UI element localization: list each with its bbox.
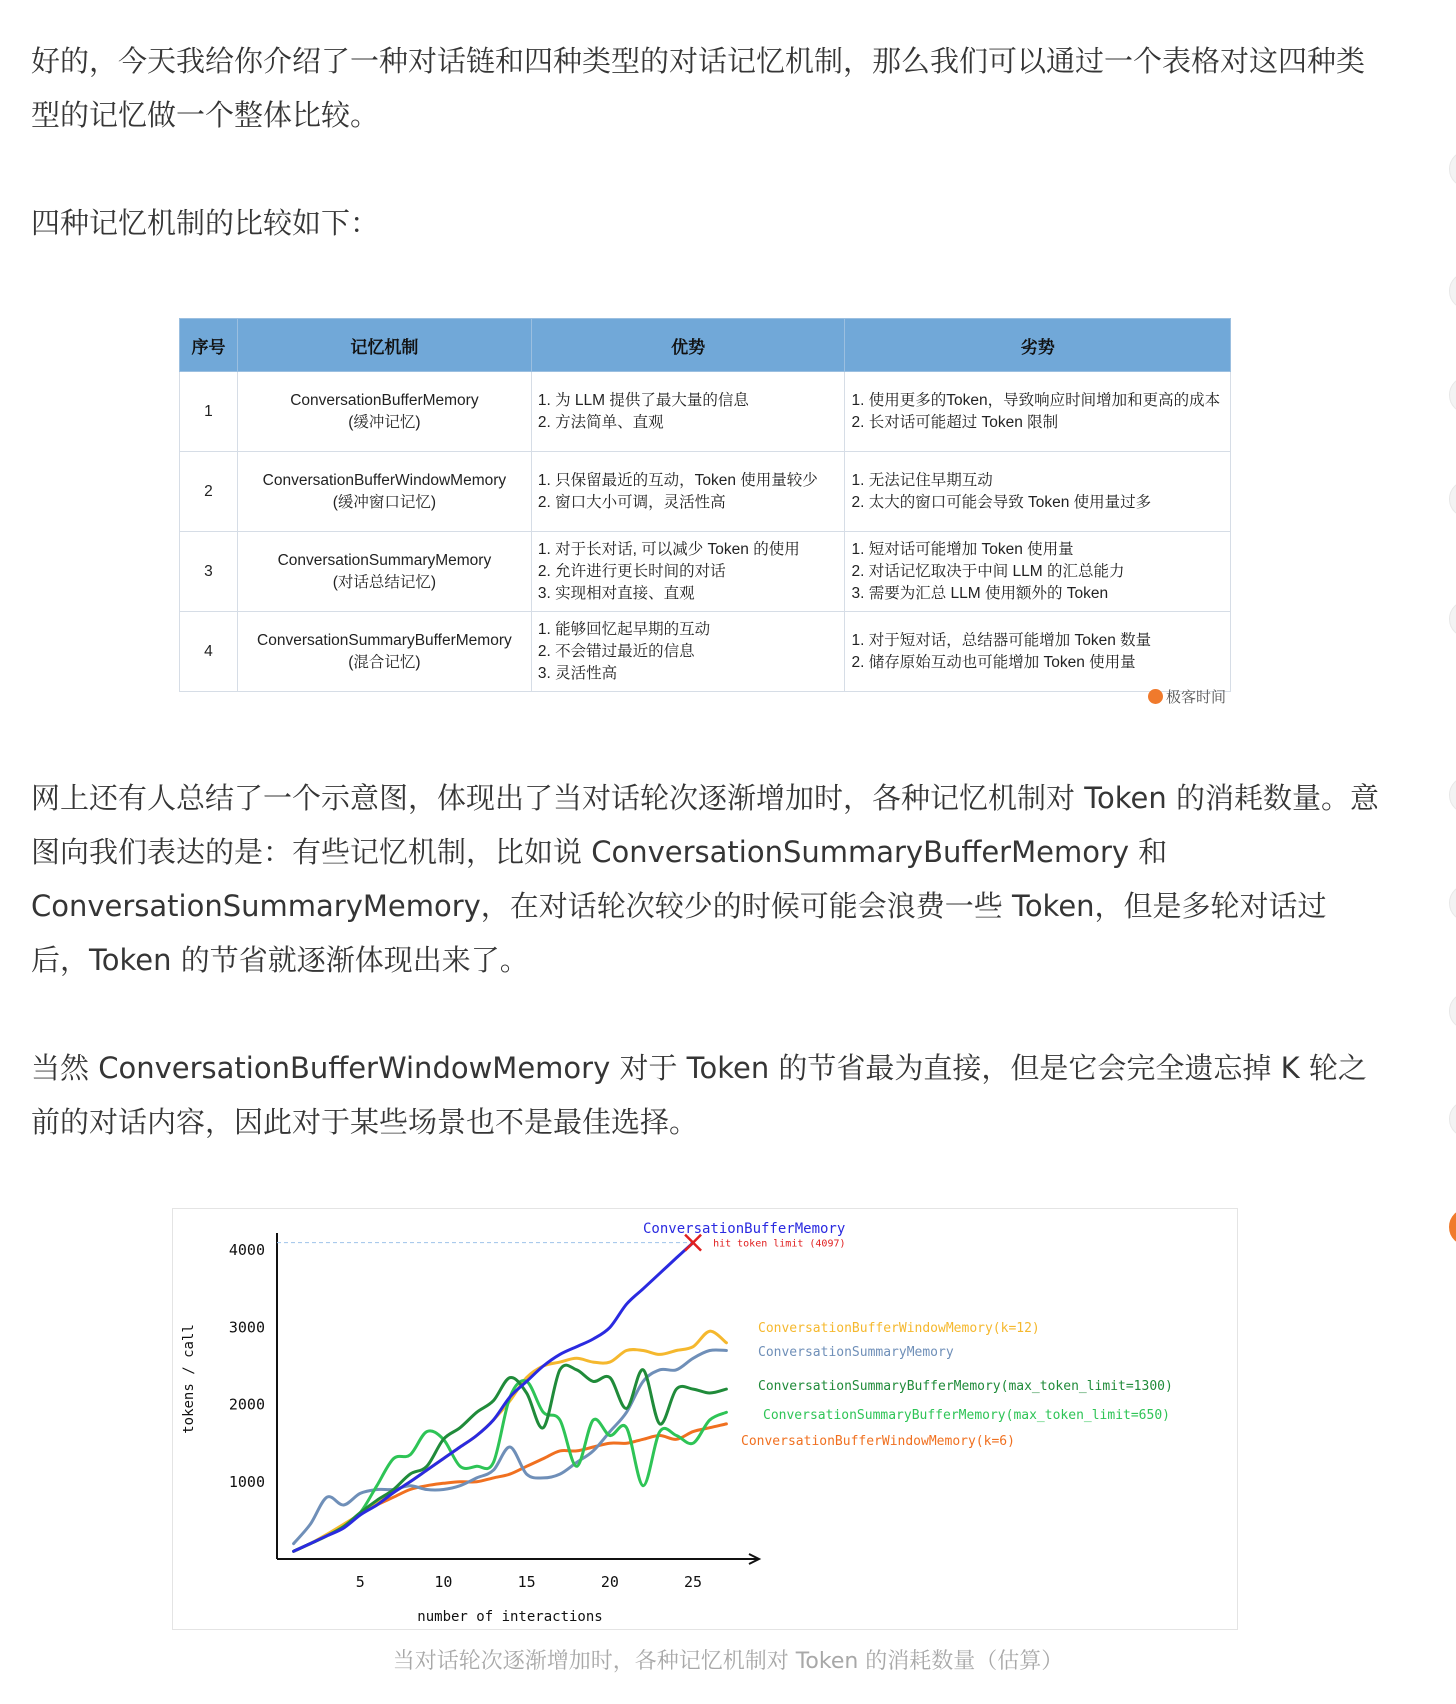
token-limit-hit-marker xyxy=(685,1235,701,1251)
comparison-table xyxy=(179,318,1231,692)
x-tick-label: 25 xyxy=(684,1573,703,1591)
series-line xyxy=(294,1365,727,1551)
token-limit-annotation: hit token limit (4097) xyxy=(713,1238,846,1250)
row-mechanism xyxy=(237,612,531,692)
series-line xyxy=(294,1381,727,1552)
series-label: ConversationSummaryMemory xyxy=(758,1345,954,1360)
table-row xyxy=(180,452,1231,532)
series-label: ConversationSummaryBufferMemory(max_token_limit=1300) xyxy=(758,1379,1173,1394)
mechanism-name: ConversationBufferWindowMemory xyxy=(262,471,507,489)
pro-item: 2. 窗口大小可调，灵活性高 xyxy=(537,493,726,511)
header-mechanism: 记忆机制 xyxy=(237,319,531,372)
row-pros xyxy=(531,452,845,532)
mechanism-alias: (对话总结记忆) xyxy=(332,573,437,591)
header-cons: 劣势 xyxy=(845,319,1231,372)
paragraph-window-note: 当然 ConversationBufferWindowMemory 对于 Token 的节省最为直接，但是它会完全遗忘掉 K 轮之前的对话内容，因此对于某些场景也不是最佳选择。 xyxy=(31,1051,1367,1139)
series-label: ConversationBufferWindowMemory(k=12) xyxy=(758,1321,1040,1336)
y-tick-label: 4000 xyxy=(228,1241,265,1260)
con-item: 2. 储存原始互动也可能增加 Token 使用量 xyxy=(851,653,1136,671)
row-mechanism xyxy=(237,532,531,612)
y-tick-label: 1000 xyxy=(228,1472,265,1491)
row-index: 4 xyxy=(180,612,238,692)
table-row xyxy=(180,532,1231,612)
geektime-logo-icon xyxy=(1148,689,1163,704)
table-header-row xyxy=(180,319,1231,372)
series-line xyxy=(294,1331,727,1551)
x-tick-label: 15 xyxy=(517,1573,536,1591)
con-item: 1. 对于短对话，总结器可能增加 Token 数量 xyxy=(851,631,1152,649)
y-tick-label: 3000 xyxy=(228,1318,265,1337)
con-item: 1. 使用更多的Token，导致响应时间增加和更高的成本 xyxy=(851,391,1221,409)
paragraph-intro: 好的，今天我给你介绍了一种对话链和四种类型的对话记忆机制，那么我们可以通过一个表格对这四种类型的记忆做一个整体比较。 xyxy=(31,44,1366,132)
row-index: 1 xyxy=(180,372,238,452)
rail-button[interactable] xyxy=(1449,1100,1456,1138)
pro-item: 2. 不会错过最近的信息 xyxy=(537,642,695,660)
token-chart xyxy=(172,1208,1238,1630)
rail-button[interactable] xyxy=(1449,776,1456,814)
series-label: ConversationBufferWindowMemory(k=6) xyxy=(741,1434,1015,1449)
rail-button[interactable] xyxy=(1449,272,1456,310)
table-row xyxy=(180,372,1231,452)
series-line xyxy=(294,1424,727,1551)
row-mechanism xyxy=(237,372,531,452)
rail-button[interactable] xyxy=(1449,150,1456,188)
rail-button-active[interactable] xyxy=(1449,1208,1456,1246)
mechanism-name: ConversationBufferMemory xyxy=(290,391,479,409)
paragraph-chart-intro: 网上还有人总结了一个示意图，体现出了当对话轮次逐渐增加时，各种记忆机制对 Token 的消耗数量。意图向我们表达的是：有些记忆机制，比如说 ConversationSummaryBufferMemory 和 ConversationSummaryMemory，在对话轮次较少的时候可能会浪费一些 Token，但是多轮对话过后，Token 的节省就逐渐体现出来了。 xyxy=(31,781,1379,977)
con-item: 3. 需要为汇总 LLM 使用额外的 Token xyxy=(851,584,1109,602)
mechanism-alias: (混合记忆) xyxy=(348,653,421,671)
mechanism-name: ConversationSummaryBufferMemory xyxy=(257,631,512,649)
watermark-text: 极客时间 xyxy=(1166,689,1227,706)
row-index: 2 xyxy=(180,452,238,532)
series-label: ConversationSummaryBufferMemory(max_token_limit=650) xyxy=(763,1408,1170,1423)
mechanism-alias: (缓冲记忆) xyxy=(348,413,421,431)
con-item: 2. 太大的窗口可能会导致 Token 使用量过多 xyxy=(851,493,1152,511)
con-item: 2. 对话记忆取决于中间 LLM 的汇总能力 xyxy=(851,562,1125,580)
token-chart-svg xyxy=(173,1209,1237,1629)
mechanism-name: ConversationSummaryMemory xyxy=(277,551,492,569)
con-item: 1. 短对话可能增加 Token 使用量 xyxy=(851,540,1074,558)
series-label: ConversationBufferMemory xyxy=(643,1221,846,1237)
con-item: 2. 长对话可能超过 Token 限制 xyxy=(851,413,1059,431)
rail-button[interactable] xyxy=(1449,480,1456,518)
pro-item: 1. 只保留最近的互动，Token 使用量较少 xyxy=(537,471,818,489)
pro-item: 2. 允许进行更长时间的对话 xyxy=(537,562,726,580)
row-index: 3 xyxy=(180,532,238,612)
header-pros: 优势 xyxy=(531,319,845,372)
row-pros xyxy=(531,532,845,612)
row-pros xyxy=(531,372,845,452)
row-mechanism xyxy=(237,452,531,532)
header-index: 序号 xyxy=(180,319,238,372)
pro-item: 3. 实现相对直接、直观 xyxy=(537,584,695,602)
paragraph-compare-heading: 四种记忆机制的比较如下： xyxy=(31,206,380,240)
x-tick-label: 10 xyxy=(434,1573,453,1591)
row-cons xyxy=(845,532,1231,612)
row-pros xyxy=(531,612,845,692)
pro-item: 1. 对于长对话, 可以减少 Token 的使用 xyxy=(537,540,800,558)
rail-button[interactable] xyxy=(1449,992,1456,1030)
rail-button[interactable] xyxy=(1449,600,1456,638)
y-axis-label: tokens / call xyxy=(181,1324,197,1434)
chart-caption: 当对话轮次逐渐增加时，各种记忆机制对 Token 的消耗数量（估算） xyxy=(392,1649,1064,1674)
x-axis-label: number of interactions xyxy=(417,1609,603,1625)
x-tick-label: 20 xyxy=(600,1573,619,1591)
pro-item: 3. 灵活性高 xyxy=(537,664,618,682)
row-cons xyxy=(845,452,1231,532)
mechanism-alias: (缓冲窗口记忆) xyxy=(332,493,437,511)
x-tick-label: 5 xyxy=(355,1573,365,1591)
pro-item: 2. 方法简单、直观 xyxy=(537,413,664,431)
rail-button[interactable] xyxy=(1449,376,1456,414)
pro-item: 1. 为 LLM 提供了最大量的信息 xyxy=(537,391,749,409)
pro-item: 1. 能够回忆起早期的互动 xyxy=(537,620,711,638)
table-row xyxy=(180,612,1231,692)
rail-button[interactable] xyxy=(1449,884,1456,922)
geektime-watermark xyxy=(1148,686,1226,707)
y-tick-label: 2000 xyxy=(228,1395,265,1414)
con-item: 1. 无法记住早期互动 xyxy=(851,471,993,489)
row-cons xyxy=(845,612,1231,692)
row-cons xyxy=(845,372,1231,452)
